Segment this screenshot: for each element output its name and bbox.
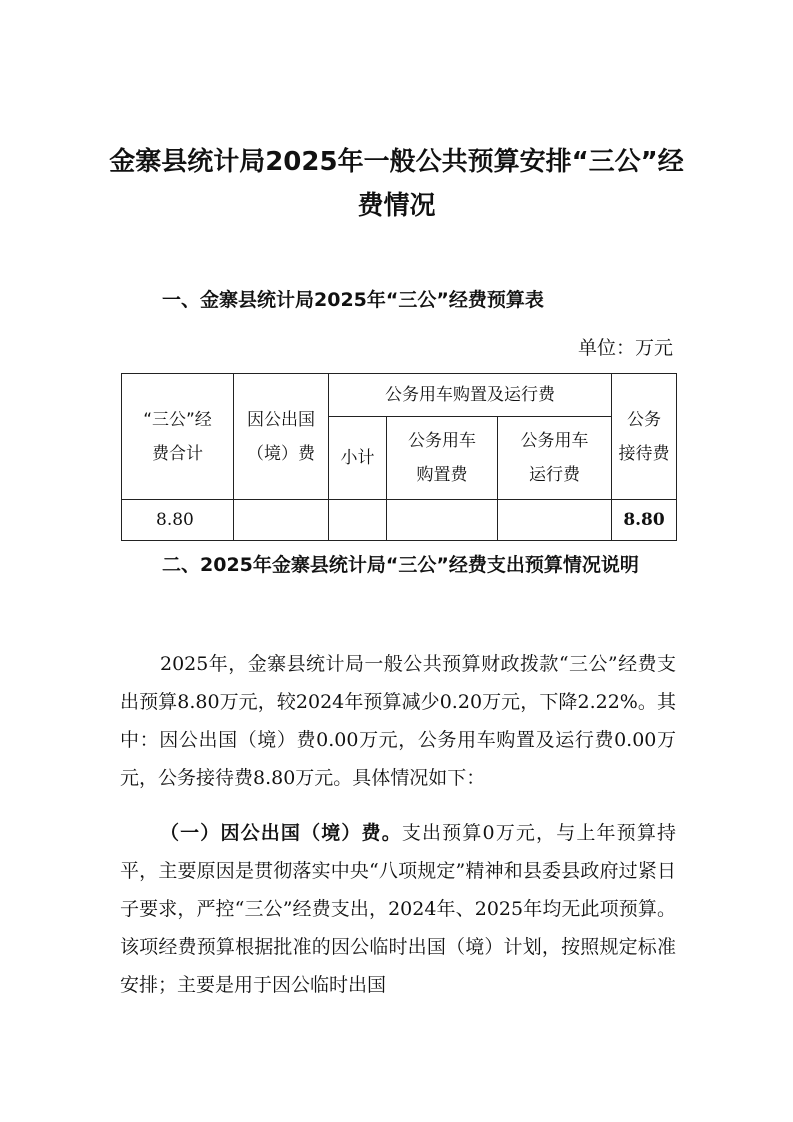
cell-abroad	[234, 500, 329, 541]
header-reception: 公务 接待费	[612, 374, 677, 500]
budget-table	[121, 373, 677, 541]
section-heading-budget-table: 一、金寨县统计局2025年“三公”经费预算表	[162, 289, 544, 311]
paragraph-abroad-lead: （一）因公出国（境）费。	[160, 822, 402, 844]
table-row	[122, 500, 677, 541]
header-vehicle-group: 公务用车购置及运行费	[329, 374, 612, 417]
table-header-row	[122, 374, 677, 417]
cell-vehicle-operation	[498, 500, 612, 541]
section-heading-explanation: 二、2025年金寨县统计局“三公”经费支出预算情况说明	[162, 554, 639, 576]
paragraph-overview: 2025年，金寨县统计局一般公共预算财政拨款“三公”经费支出预算8.80万元，较2024年预算减少0.20万元，下降2.22%。其中：因公出国（境）费0.00万元，公务用车购置及运行费0.00万元，公务接待费8.80万元。具体情况如下：	[120, 653, 676, 789]
page-title: 金寨县统计局2025年一般公共预算安排“三公”经费情况	[109, 147, 684, 221]
cell-reception: 8.80	[612, 500, 677, 541]
cell-subtotal	[329, 500, 387, 541]
header-abroad: 因公出国 （境）费	[234, 374, 329, 500]
header-total: “三公”经 费合计	[122, 374, 234, 500]
header-vehicle-operation: 公务用车 运行费	[498, 417, 612, 500]
unit-label: 单位：万元	[577, 337, 673, 359]
header-vehicle-purchase: 公务用车 购置费	[387, 417, 498, 500]
paragraph-abroad-body: 支出预算0万元，与上年预算持平，主要原因是贯彻落实中央“八项规定”精神和县委县政府过紧日子要求，严控“三公”经费支出，2024年、2025年均无此项预算。该项经费预算根据批准的因公临时出国（境）计划，按照规定标准安排；主要是用于因公临时出国	[120, 822, 676, 996]
cell-total: 8.80	[122, 500, 234, 541]
cell-vehicle-purchase	[387, 500, 498, 541]
paragraph-abroad-expense	[120, 814, 676, 1004]
header-subtotal: 小计	[329, 417, 387, 500]
